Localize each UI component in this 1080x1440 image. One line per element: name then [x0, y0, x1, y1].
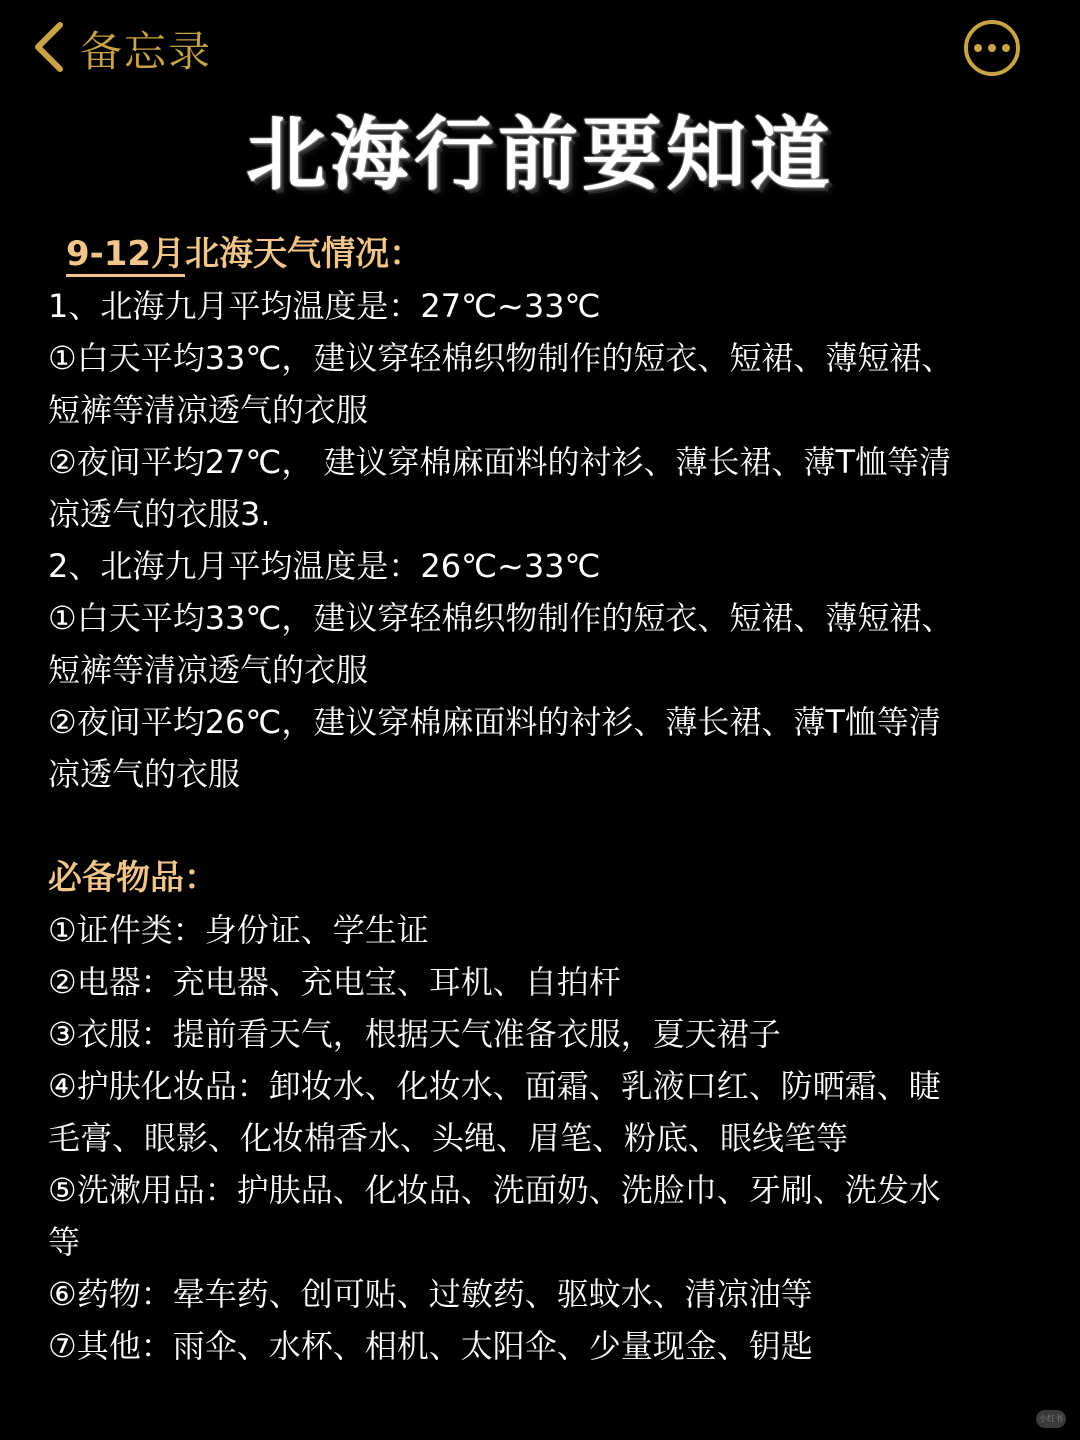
essentials-line: ②电器：充电器、充电宝、耳机、自拍杆 — [48, 963, 621, 1001]
weather-line: 凉透气的衣服 — [48, 755, 241, 793]
weather-line: 短裤等清凉透气的衣服 — [48, 651, 369, 689]
back-button[interactable] — [30, 18, 212, 80]
essentials-line: ⑥药物：晕车药、创可贴、过敏药、驱蚊水、清凉油等 — [48, 1275, 813, 1313]
weather-line: 凉透气的衣服3. — [48, 495, 271, 533]
essentials-line: ③衣服：提前看天气，根据天气准备衣服，夏天裙子 — [48, 1015, 781, 1053]
weather-heading-months: 9-12月 — [66, 234, 185, 277]
essentials-line: ①证件类：身份证、学生证 — [48, 911, 429, 949]
more-options-button[interactable] — [964, 20, 1020, 76]
top-bar — [0, 0, 1080, 100]
weather-line: ②夜间平均26℃，建议穿棉麻面料的衬衫、薄长裙、薄T恤等清 — [48, 703, 941, 741]
section-spacer — [48, 800, 1038, 852]
weather-heading — [48, 228, 1038, 280]
weather-line: 短裤等清凉透气的衣服 — [48, 391, 369, 429]
watermark-logo: 小红书 — [1036, 1410, 1066, 1428]
note-body[interactable] — [48, 228, 1038, 1372]
essentials-heading: 必备物品： — [48, 858, 218, 898]
essentials-line: 等 — [48, 1223, 81, 1261]
weather-line: ①白天平均33℃，建议穿轻棉织物制作的短衣、短裙、薄短裙、 — [48, 599, 954, 637]
essentials-line: ④护肤化妆品：卸妆水、化妆水、面霜、乳液口红、防晒霜、睫 — [48, 1067, 941, 1105]
more-options-icon — [974, 44, 982, 52]
essentials-line: ⑤洗漱用品：护肤品、化妆品、洗面奶、洗脸巾、牙刷、洗发水 — [48, 1171, 941, 1209]
weather-heading-text: 北海天气情况： — [185, 234, 424, 274]
note-title: 北海行前要知道 — [246, 108, 834, 201]
weather-line: 2、北海九月平均温度是：26℃~33℃ — [48, 547, 601, 585]
weather-line: ②夜间平均27℃， 建议穿棉麻面料的衬衫、薄长裙、薄T恤等清 — [48, 443, 952, 481]
essentials-line: ⑦其他：雨伞、水杯、相机、太阳伞、少量现金、钥匙 — [48, 1327, 813, 1365]
chevron-left-icon — [30, 21, 66, 77]
essentials-line: 毛膏、眼影、化妆棉香水、头绳、眉笔、粉底、眼线笔等 — [48, 1119, 849, 1157]
weather-line: 1、北海九月平均温度是：27℃~33℃ — [48, 287, 601, 325]
weather-line: ①白天平均33℃，建议穿轻棉织物制作的短衣、短裙、薄短裙、 — [48, 339, 954, 377]
back-label: 备忘录 — [80, 27, 213, 76]
